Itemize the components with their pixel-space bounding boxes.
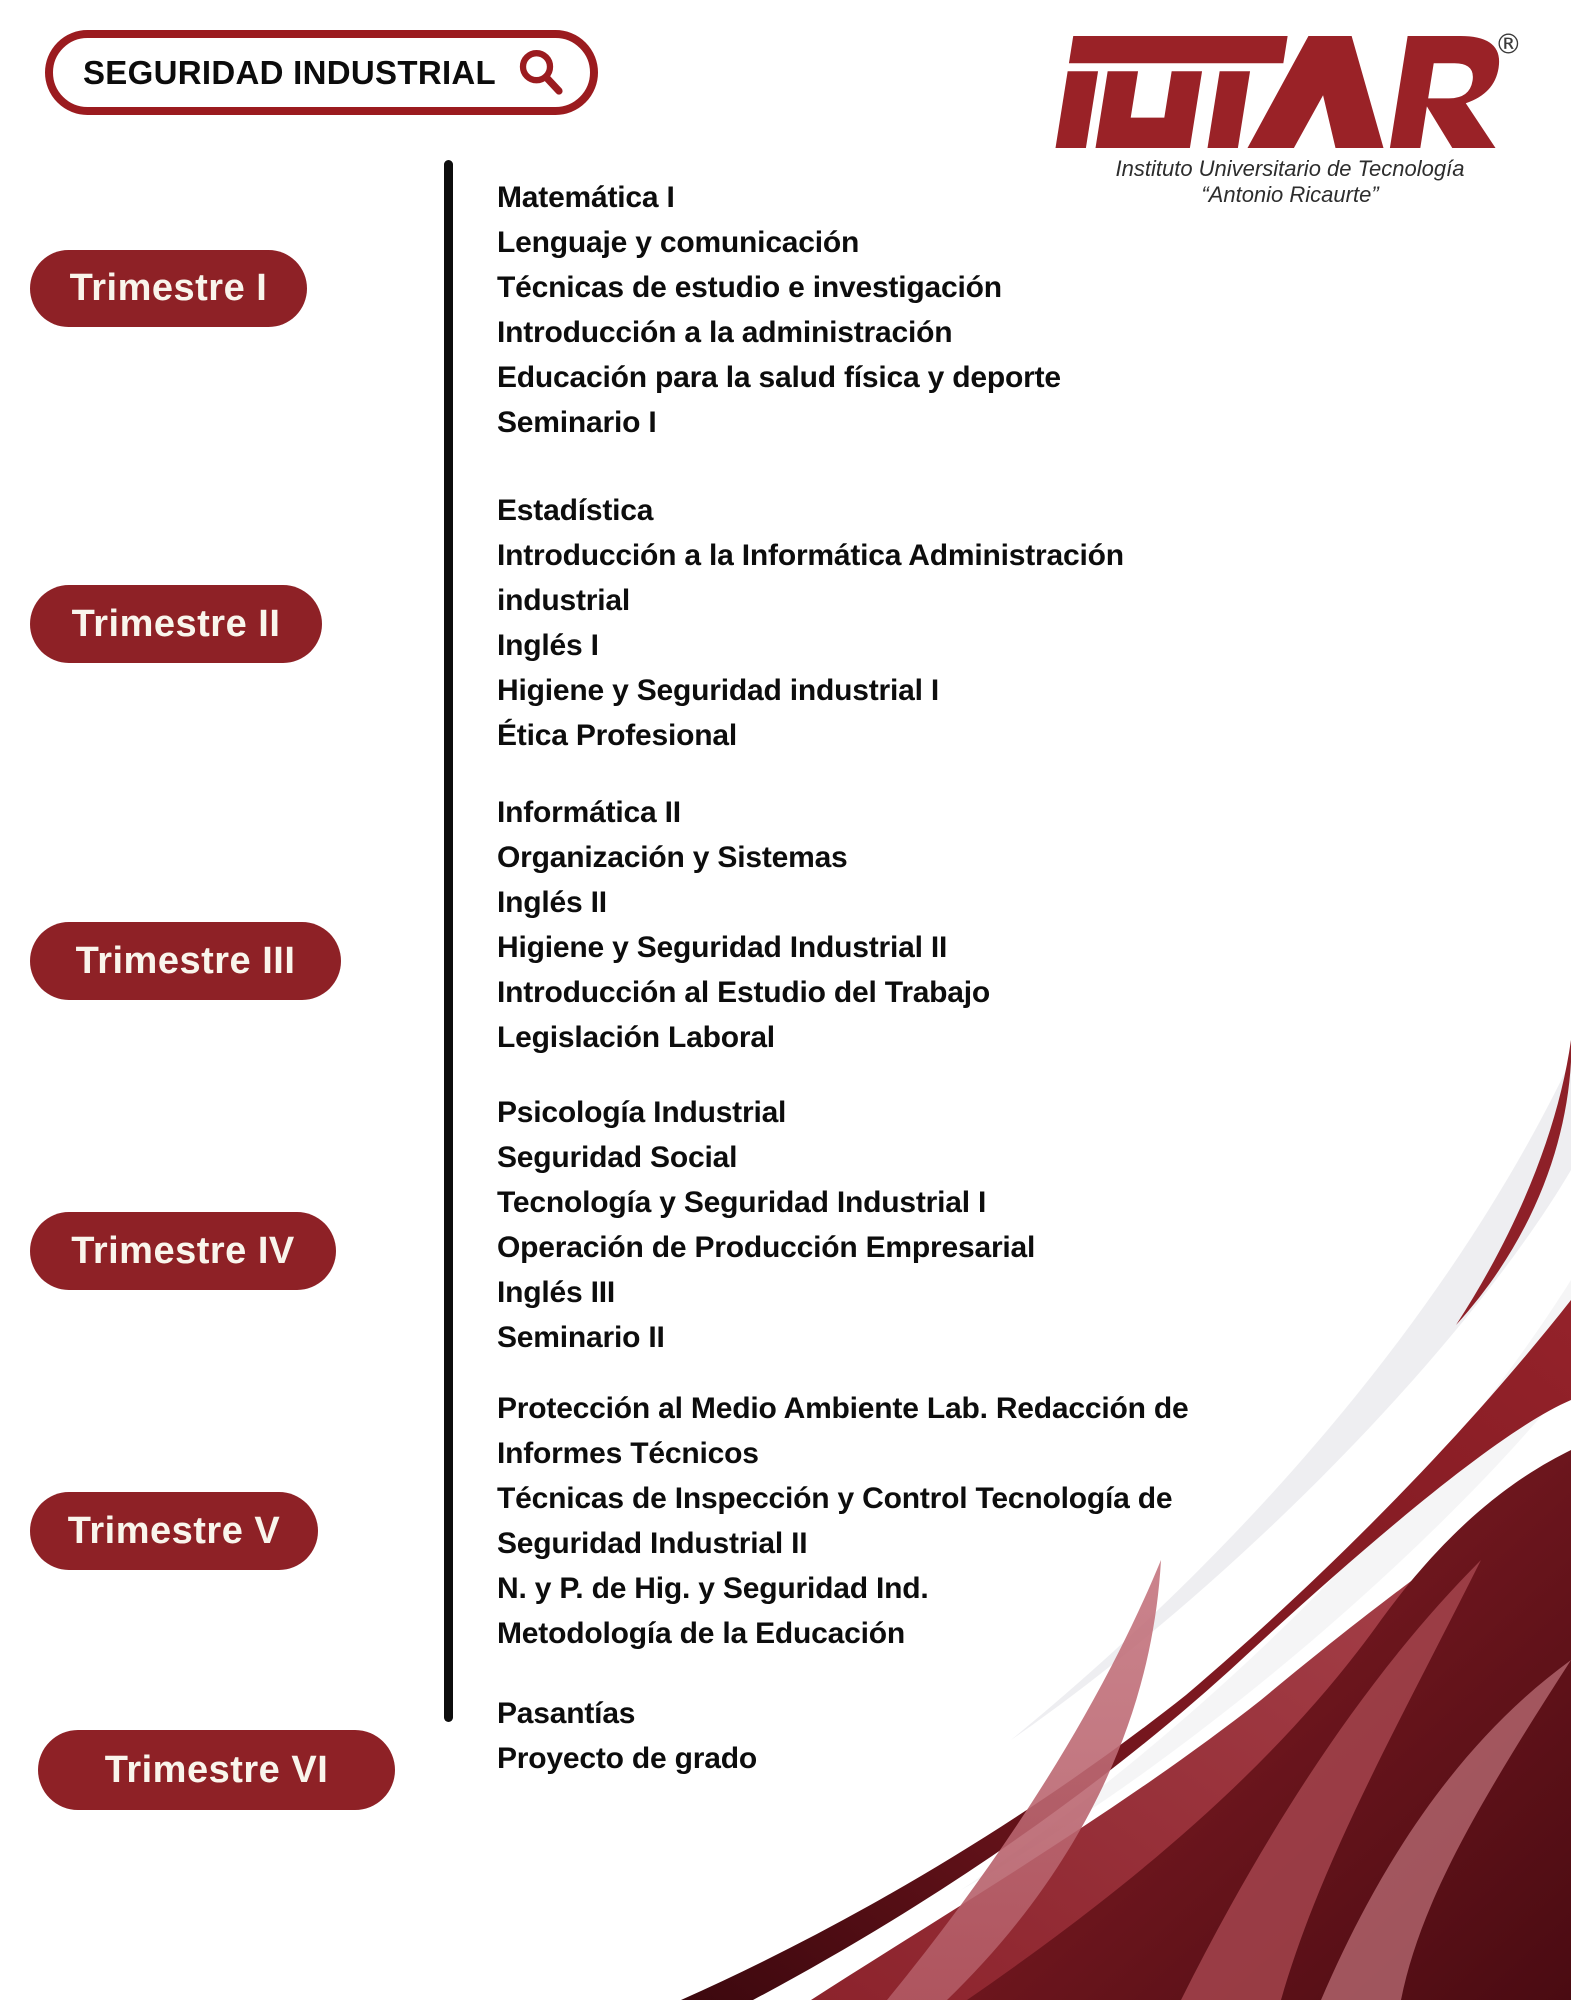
course-item: Seminario I — [497, 406, 657, 439]
course-item: Estadística — [497, 494, 654, 527]
course-item: Técnicas de Inspección y Control Tecnología de Seguridad Industrial II — [497, 1482, 1173, 1560]
course-list-trimestre-2 — [497, 488, 1247, 758]
course-item: Informática II — [497, 796, 681, 829]
course-item: Metodología de la Educación — [497, 1617, 905, 1650]
course-item: Educación para la salud física y deporte — [497, 361, 1061, 394]
course-item: Técnicas de estudio e investigación — [497, 271, 1002, 304]
course-list-trimestre-3 — [497, 790, 1247, 1060]
course-item: Inglés II — [497, 886, 607, 919]
course-item: Matemática I — [497, 181, 675, 214]
course-item: Proyecto de grado — [497, 1742, 757, 1775]
decorative-swoosh — [621, 1040, 1571, 2000]
course-item: Inglés I — [497, 629, 599, 662]
course-item: Inglés III — [497, 1276, 616, 1309]
badge-trimestre-5: Trimestre V — [30, 1492, 318, 1570]
iutar-wordmark-icon — [1050, 28, 1530, 156]
course-item: Ética Profesional — [497, 719, 738, 752]
course-item: Introducción a la administración — [497, 316, 953, 349]
course-item: Introducción a la Informática Administración industrial — [497, 539, 1124, 617]
vertical-divider — [444, 160, 453, 1722]
badge-trimestre-2: Trimestre II — [30, 585, 322, 663]
course-item: Seguridad Social — [497, 1141, 738, 1174]
course-item: Lenguaje y comunicación — [497, 226, 860, 259]
institute-name-line2: “Antonio Ricaurte” — [1201, 182, 1379, 207]
course-item: Pasantías — [497, 1697, 636, 1730]
badge-trimestre-1: Trimestre I — [30, 250, 307, 327]
course-item: Operación de Producción Empresarial — [497, 1231, 1036, 1264]
course-list-trimestre-1 — [497, 175, 1247, 445]
program-title-pill — [45, 30, 598, 115]
course-item: Legislación Laboral — [497, 1021, 775, 1054]
magnifier-icon — [514, 46, 568, 100]
badge-trimestre-4: Trimestre IV — [30, 1212, 336, 1290]
course-item: Seminario II — [497, 1321, 665, 1354]
registered-mark: ® — [1494, 29, 1522, 61]
course-item: Tecnología y Seguridad Industrial I — [497, 1186, 987, 1219]
course-item: Psicología Industrial — [497, 1096, 787, 1129]
course-item: Higiene y Seguridad industrial I — [497, 674, 940, 707]
badge-trimestre-6: Trimestre VI — [38, 1730, 395, 1810]
course-item: Introducción al Estudio del Trabajo — [497, 976, 991, 1009]
institute-name-line1: Instituto Universitario de Tecnología — [1115, 156, 1465, 181]
course-item: Higiene y Seguridad Industrial II — [497, 931, 948, 964]
course-item: N. y P. de Hig. y Seguridad Ind. — [497, 1572, 929, 1605]
badge-trimestre-3: Trimestre III — [30, 922, 341, 1000]
course-item: Organización y Sistemas — [497, 841, 848, 874]
course-item: Protección al Medio Ambiente Lab. Redacción de Informes Técnicos — [497, 1392, 1189, 1470]
program-title: SEGURIDAD INDUSTRIAL — [83, 53, 497, 91]
